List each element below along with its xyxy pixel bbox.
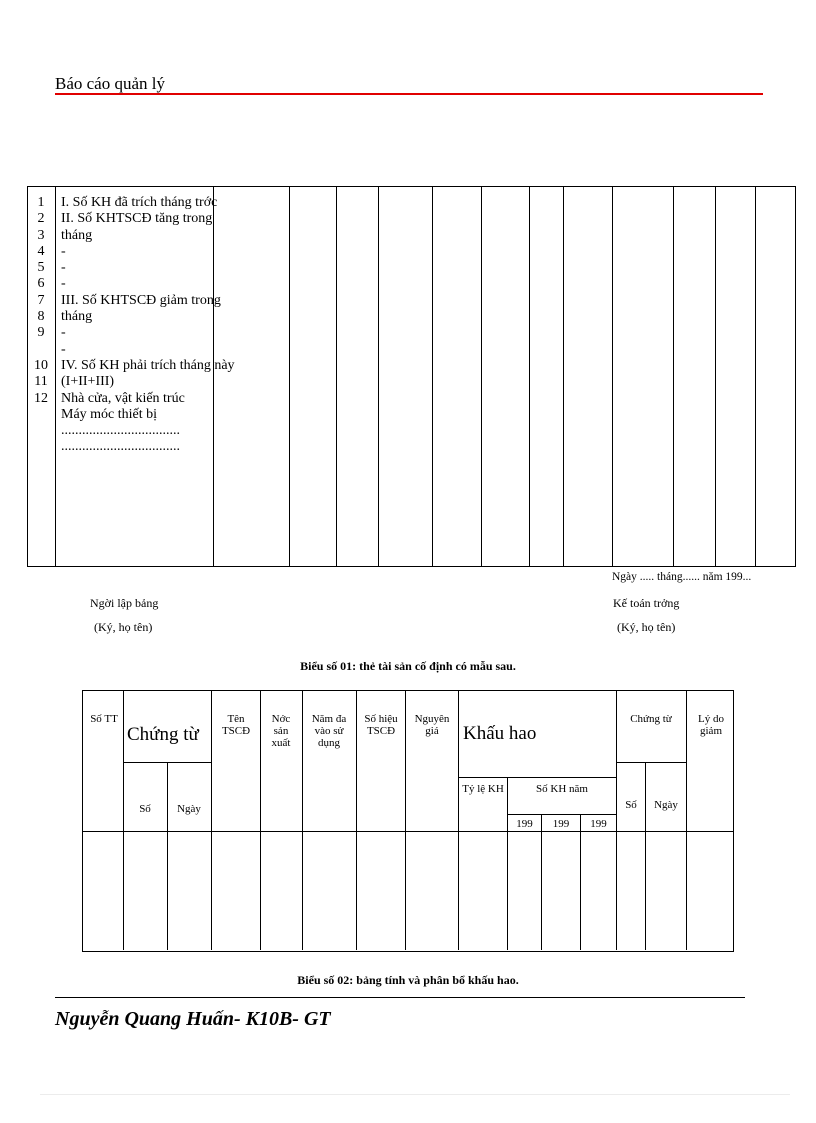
row-number: 10	[34, 357, 48, 373]
header-so-2: Số	[625, 799, 637, 811]
header-title: Báo cáo quản lý	[55, 74, 165, 93]
fixed-asset-card-table	[82, 690, 734, 952]
column-divider	[673, 187, 674, 566]
row-divider	[507, 814, 616, 815]
row-divider	[123, 762, 211, 763]
column-divider	[378, 187, 379, 566]
column-divider	[458, 691, 459, 950]
caption-form-01: Biểu số 01: thẻ tài sản cố định có mẫu sau.	[300, 659, 516, 673]
header-year-3: 199	[590, 818, 607, 830]
row-number: 5	[37, 260, 45, 276]
header-year-2: 199	[552, 818, 570, 830]
column-divider	[541, 814, 542, 950]
header-chung-tu-2: Chứng từ	[630, 713, 672, 725]
row-label: tháng	[61, 309, 93, 325]
row-label: tháng	[61, 227, 93, 243]
author-class: - K10B- GT	[233, 1008, 331, 1030]
header-ty-le-kh: Tỷ lệ KH	[462, 783, 504, 795]
row-number: 7	[37, 292, 45, 308]
row-label: -	[61, 325, 66, 341]
header-chung-tu: Chứng từ	[127, 724, 199, 745]
row-label: Máy móc thiết bị	[61, 406, 158, 422]
column-divider	[715, 187, 716, 566]
column-divider	[645, 762, 646, 950]
header-bottom-divider	[83, 831, 733, 832]
header-nguyen-gia: Nguyên giá	[414, 713, 450, 737]
author-name: Nguyễn Quang Huấn	[55, 1008, 234, 1030]
column-divider	[289, 187, 290, 566]
column-divider	[55, 187, 56, 566]
header-so: Số	[139, 803, 151, 815]
column-divider	[211, 691, 212, 950]
row-number: 11	[34, 374, 48, 390]
row-label: ..................................	[61, 439, 180, 455]
row-number: 9	[37, 325, 45, 341]
row-label: ..................................	[61, 423, 180, 439]
row-number: 1	[37, 195, 45, 210]
row-label: -	[61, 276, 66, 292]
column-divider	[432, 187, 433, 566]
row-label: II. Số KHTSCĐ tăng trong	[61, 211, 213, 227]
row-label: -	[61, 260, 66, 276]
column-divider	[336, 187, 337, 566]
column-divider	[123, 691, 124, 950]
column-divider	[563, 187, 564, 566]
preparer-title: Ngời lập bảng	[90, 596, 159, 610]
column-divider	[507, 777, 508, 950]
row-number: 12	[34, 390, 48, 406]
row-label: -	[61, 243, 66, 259]
column-divider	[686, 691, 687, 950]
row-divider	[458, 777, 616, 778]
column-divider	[260, 691, 261, 950]
row-number	[34, 342, 48, 358]
column-divider	[405, 691, 406, 950]
header-year-1: 199	[516, 818, 533, 830]
row-number: 8	[37, 309, 45, 325]
row-label: Nhà cửa, vật kiến trúc	[61, 390, 185, 406]
preparer-signature-note: (Ký, họ tên)	[94, 620, 153, 634]
column-divider	[481, 187, 482, 566]
column-divider	[616, 691, 617, 950]
header-ly-do-giam: Lý do giảm	[698, 713, 724, 737]
row-label: III. Số KHTSCĐ giảm trong	[61, 292, 221, 308]
row-label: (I+II+III)	[61, 374, 115, 390]
row-label: I. Số KH đã trích tháng trớc	[61, 195, 218, 210]
header-khau-hao: Khấu hao	[463, 723, 537, 744]
column-divider	[356, 691, 357, 950]
row-label-column	[61, 195, 235, 456]
column-divider	[302, 691, 303, 950]
row-number: 2	[37, 211, 45, 227]
header-noc-san-xuat: Nớc sản xuất	[271, 713, 291, 749]
footer-author	[55, 1008, 331, 1031]
page-bottom-rule	[40, 1094, 790, 1095]
header-ngay: Ngày	[177, 803, 201, 815]
column-divider	[167, 762, 168, 950]
header-ngay-2: Ngày	[654, 799, 678, 811]
chief-accountant-title: Kế toán trởng	[613, 596, 680, 610]
date-line: Ngày ..... tháng...... năm 199...	[612, 571, 752, 583]
row-number: 6	[37, 276, 45, 292]
column-divider	[755, 187, 756, 566]
row-number: 4	[37, 243, 45, 259]
column-divider	[612, 187, 613, 566]
row-divider	[616, 762, 686, 763]
header-stt: Số TT	[90, 713, 118, 725]
row-label: IV. Số KH phải trích tháng này	[61, 357, 235, 373]
header-so-kh-nam: Số KH năm	[536, 783, 588, 795]
footer-divider	[55, 997, 745, 998]
depreciation-summary-table	[27, 186, 796, 567]
column-divider	[580, 814, 581, 950]
caption-form-02: Biểu số 02: bảng tính và phân bổ khấu hao.	[297, 973, 519, 987]
row-label: -	[61, 341, 66, 357]
header-divider	[55, 93, 763, 95]
chief-accountant-signature-note: (Ký, họ tên)	[617, 620, 676, 634]
row-number: 3	[37, 227, 45, 243]
header-so-hieu-tscd: Số hiệu TSCĐ	[364, 713, 398, 737]
column-divider	[529, 187, 530, 566]
header-ten-tscd: Tên TSCĐ	[221, 713, 251, 737]
header-nam-dua-vao-su-dung: Năm đa vào sử dụng	[311, 713, 347, 749]
row-number-column	[34, 195, 48, 407]
